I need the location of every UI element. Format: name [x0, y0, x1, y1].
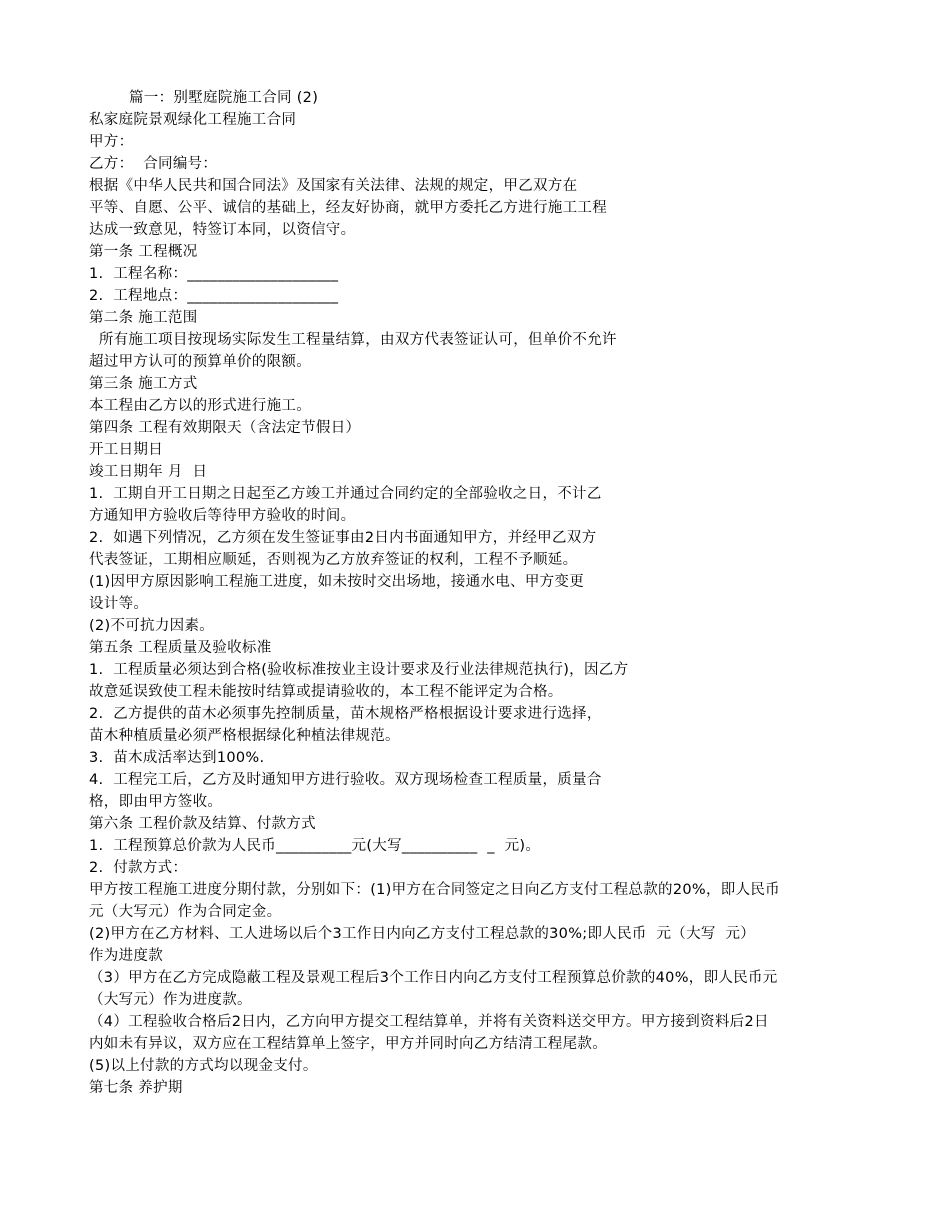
document-line: （4）工程验收合格后2日内，乙方向甲方提交工程结算单，并将有关资料送交甲方。甲方接到资料后2日: [89, 1014, 769, 1030]
document-line: （3）甲方在乙方完成隐蔽工程及景观工程后3个工作日内向乙方支付工程预算总价款的40%，即人民币元: [89, 970, 778, 986]
document-line: 1. 工程名称：____________________: [89, 266, 339, 282]
document-line: 代表签证，工期相应顺延，否则视为乙方放弃签证的权利，工程不予顺延。: [89, 552, 578, 568]
document-line: 4. 工程完工后，乙方及时通知甲方进行验收。双方现场检查工程质量，质量合: [89, 772, 602, 788]
document-line: (5)以上付款的方式均以现金支付。: [89, 1058, 318, 1074]
document-line: （大写元）作为进度款。: [89, 992, 252, 1008]
document-line: 乙方： 合同编号：: [89, 156, 218, 172]
document-line: 根据《中华人民共和国合同法》及国家有关法律、法规的规定，甲乙双方在: [89, 178, 578, 194]
document-line: (2)甲方在乙方材料、工人进场以后个3工作日内向乙方支付工程总款的30%;即人民币 元（大写 元）: [89, 926, 756, 942]
document-line: 第五条 工程质量及验收标准: [89, 640, 272, 656]
document-line: 2. 付款方式：: [89, 860, 188, 876]
document-line: 达成一致意见，特签订本同，以资信守。: [89, 222, 356, 238]
document-line: 2. 如遇下列情况，乙方须在发生签证事由2日内书面通知甲方，并经甲乙双方: [89, 530, 597, 546]
document-title: 篇一：别墅庭院施工合同 (2): [129, 90, 319, 106]
document-line: 超过甲方认可的预算单价的限额。: [89, 354, 311, 370]
document-line: 第一条 工程概况: [89, 244, 198, 260]
document-line: 设计等。: [89, 596, 149, 612]
document-line: 1. 工程预算总价款为人民币__________元(大写__________ _ 元)。: [89, 838, 541, 854]
document-line: 第六条 工程价款及结算、付款方式: [89, 816, 316, 832]
document-line: 第七条 养护期: [89, 1080, 183, 1096]
document-line: 甲方按工程施工进度分期付款，分别如下：(1)甲方在合同签定之日向乙方支付工程总款的20%，即人民币: [89, 882, 780, 898]
document-line: (1)因甲方原因影响工程施工进度，如未按时交出场地，接通水电、甲方变更: [89, 574, 585, 590]
document-line: 第二条 施工范围: [89, 310, 198, 326]
document-line: 本工程由乙方以的形式进行施工。: [89, 398, 311, 414]
document-line: 第三条 施工方式: [89, 376, 198, 392]
document-line: 2. 乙方提供的苗木必须事先控制质量，苗木规格严格根据设计要求进行选择，: [89, 706, 602, 722]
document-body: [89, 87, 859, 1099]
document-line: 作为进度款: [89, 948, 163, 964]
document-line: 所有施工项目按现场实际发生工程量结算，由双方代表签证认可，但单价不允许: [89, 332, 617, 348]
document-line: 方通知甲方验收后等待甲方验收的时间。: [89, 508, 356, 524]
document-line: 2. 工程地点：____________________: [89, 288, 339, 304]
document-line: 内如未有异议，双方应在工程结算单上签字，甲方并同时向乙方结清工程尾款。: [89, 1036, 607, 1052]
document-line: 格，即由甲方签收。: [89, 794, 223, 810]
document-line: (2)不可抗力因素。: [89, 618, 215, 634]
document-line: 3. 苗木成活率达到100%.: [89, 750, 265, 766]
document-line: 故意延误致使工程未能按时结算或提请验收的，本工程不能评定为合格。: [89, 684, 563, 700]
document-line: 第四条 工程有效期限天（含法定节假日）: [89, 420, 361, 436]
document-line: 私家庭院景观绿化工程施工合同: [89, 112, 297, 128]
document-line: 元（大写元）作为合同定金。: [89, 904, 282, 920]
document-line: 1. 工期自开工日期之日起至乙方竣工并通过合同约定的全部验收之日，不计乙: [89, 486, 602, 502]
document-line: 1. 工程质量必须达到合格(验收标准按业主设计要求及行业法律规范执行)，因乙方: [89, 662, 629, 678]
document-line: 甲方：: [89, 134, 134, 150]
document-line: 开工日期日: [89, 442, 163, 458]
document-line: 平等、自愿、公平、诚信的基础上，经友好协商，就甲方委托乙方进行施工工程: [89, 200, 607, 216]
document-line: 竣工日期年 月 日: [89, 464, 208, 480]
document-line: 苗木种植质量必须严格根据绿化种植法律规范。: [89, 728, 400, 744]
